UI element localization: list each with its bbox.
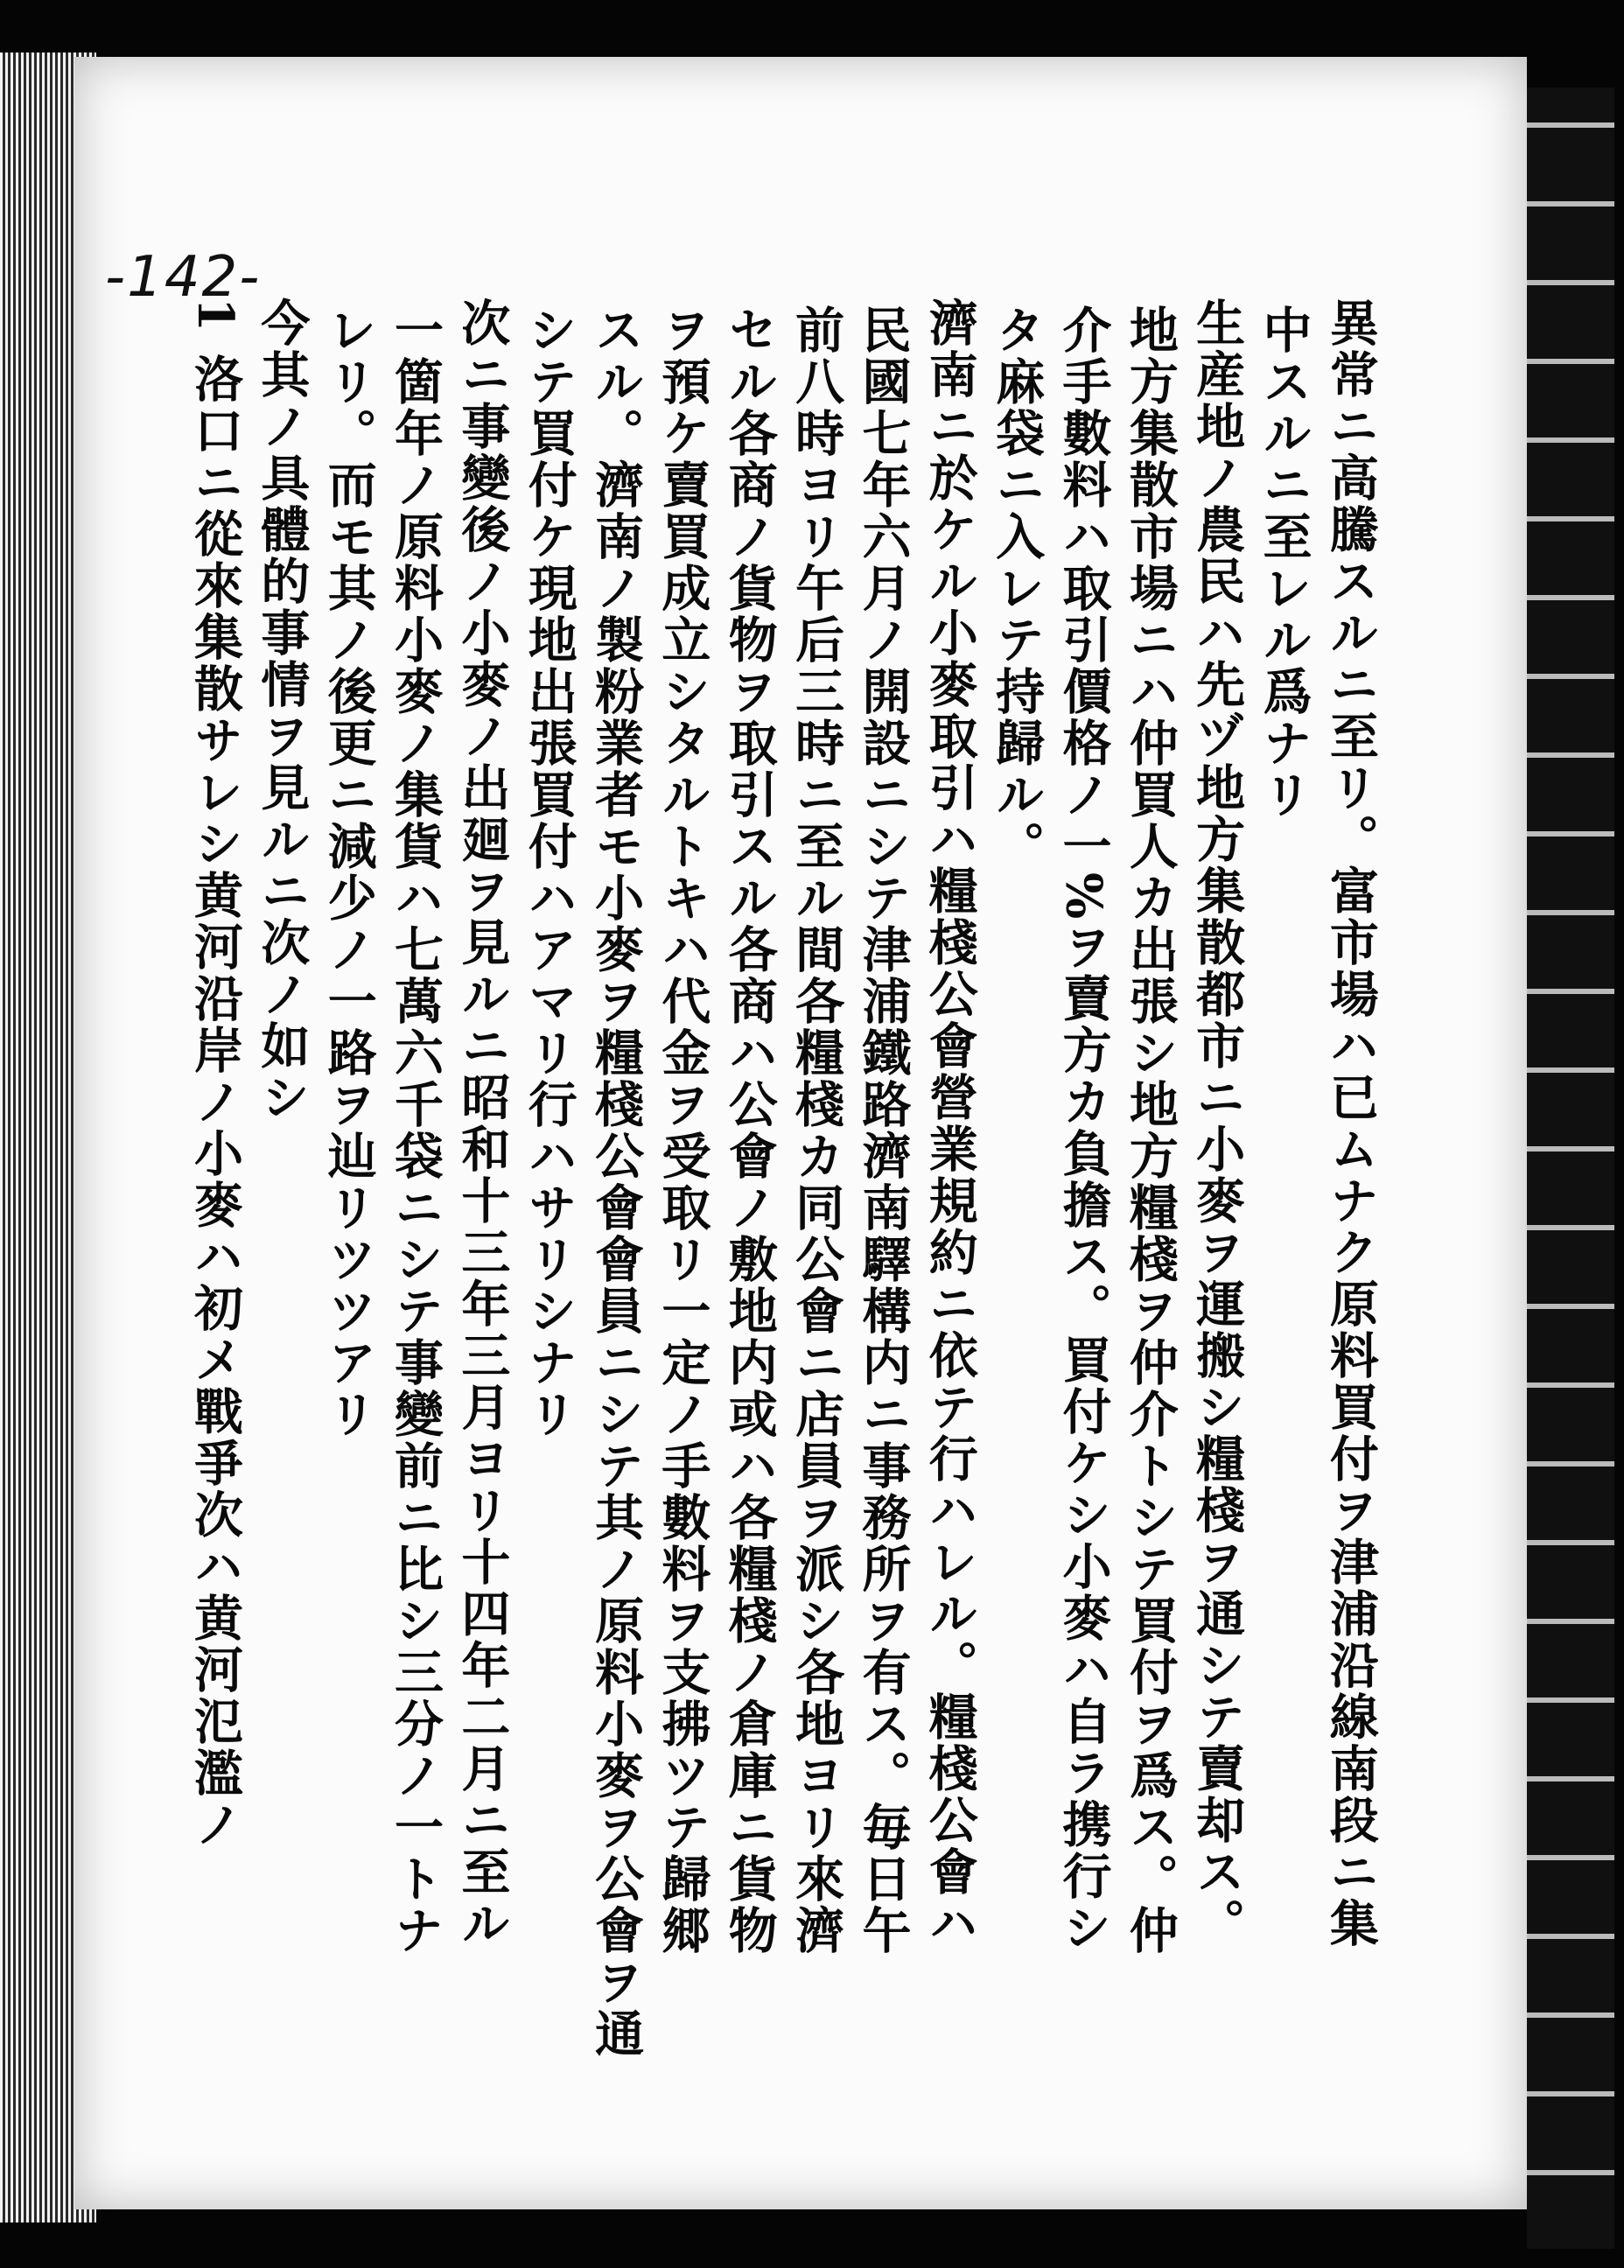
text-column-10: セル各商ノ貨物ヲ取引スル各商ハ公會ノ敷地内或ハ各糧棧ノ倉庫ニ貨物 — [720, 304, 779, 1956]
page-number: -142- — [105, 245, 262, 310]
text-column-4: 地方集散市場ニハ仲買人カ出張シ地方糧棧ヲ仲介トシテ買付ヲ爲ス。仲 — [1121, 304, 1180, 1956]
text-column-6: タ麻袋ニ入レテ持歸ル。 — [988, 304, 1046, 872]
vertical-text-body — [184, 298, 1382, 2205]
text-column-1: 異常ニ高騰スルニ至リ。富市場ハ已ムナク原料買付ヲ津浦沿線南段ニ集 — [1321, 298, 1380, 1950]
adjacent-page-edge — [1527, 88, 1614, 2249]
text-column-15: 一箇年ノ原料小麥ノ集貨ハ七萬六千袋ニシテ事變前ニ比シ三分ノ一トナ — [387, 304, 445, 1956]
text-column-17: 今其ノ具體的事情ヲ見ルニ次ノ如シ — [253, 298, 312, 1124]
text-column-18: 1 洛口ニ從來集散サレシ黄河沿岸ノ小麥ハ初メ戰爭次ハ黄河氾濫ノ — [186, 298, 244, 1852]
text-column-3: 生産地ノ農民ハ先ヅ地方集散都市ニ小麥ヲ運搬シ糧棧ヲ通シテ賣却ス。 — [1188, 298, 1247, 1950]
text-column-5: 介手數料ハ取引價格ノ一%ヲ賣方カ負擔ス。買付ケシ小麥ハ自ラ携行シ — [1054, 304, 1113, 1955]
text-column-8: 民國七年六月ノ開設ニシテ津浦鐵路濟南驛構内ニ事務所ヲ有ス。毎日午 — [854, 304, 913, 1956]
text-column-11: ヲ預ケ賣買成立シタルトキハ代金ヲ受取リ一定ノ手數料ヲ支拂ツテ歸郷 — [654, 304, 712, 1956]
text-column-14: 次ニ事變後ノ小麥ノ出廻ヲ見ルニ昭和十三年三月ヨリ十四年二月ニ至ル — [453, 298, 512, 1950]
text-column-16: レリ。而モ其ノ後更ニ減少ノ一路ヲ辿リツツアリ — [319, 304, 378, 1440]
text-column-7: 濟南ニ於ケル小麥取引ハ糧棧公會營業規約ニ依テ行ハレル。糧棧公會ハ — [920, 298, 979, 1950]
text-column-12: スル。濟南ノ製粉業者モ小麥ヲ糧棧公會會員ニシテ其ノ原料小麥ヲ公會ヲ通 — [587, 304, 646, 2060]
text-column-9: 前八時ヨリ午后三時ニ至ル間各糧棧カ同公會ニ店員ヲ派シ各地ヨリ來濟 — [788, 304, 846, 1956]
text-column-2: 中スルニ至レル爲ナリ — [1255, 304, 1313, 821]
text-column-13: シテ買付ケ現地出張買付ハアマリ行ハサリシナリ — [520, 304, 578, 1440]
